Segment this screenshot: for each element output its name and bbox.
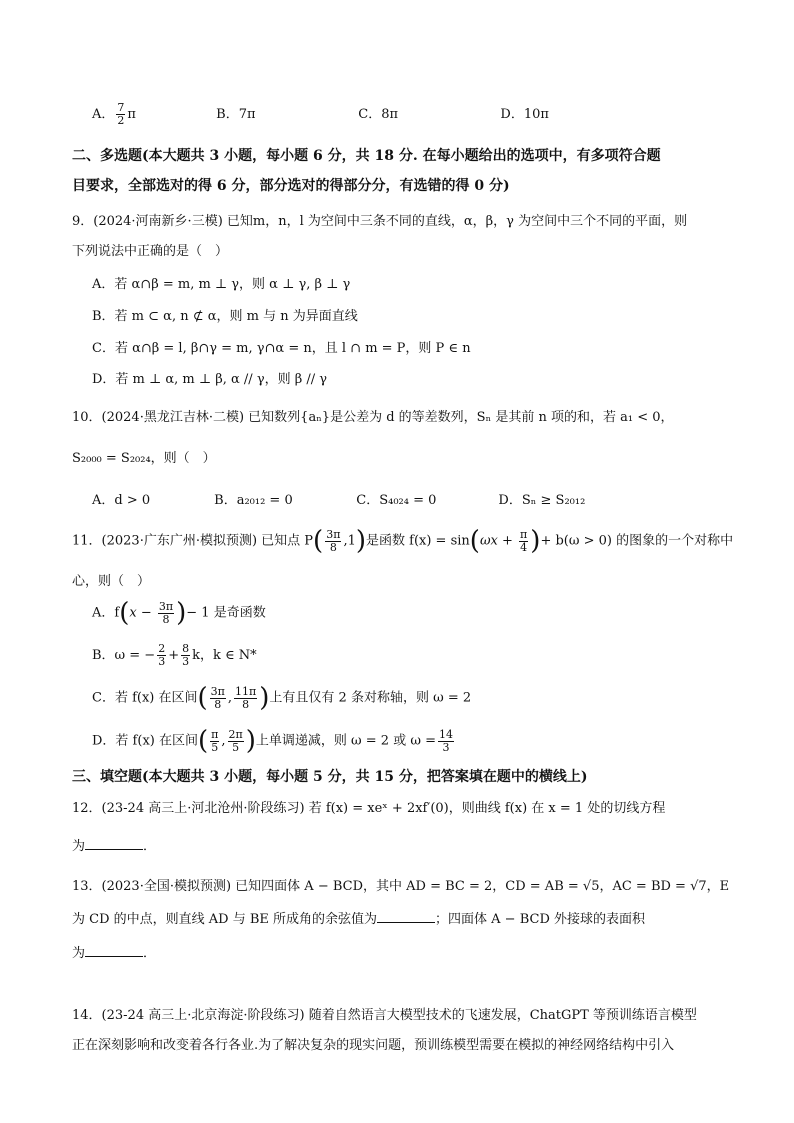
q10-options — [92, 489, 585, 508]
q8-option-a-fraction — [116, 102, 125, 127]
q11-option-c: C．若 f(x) 在区间( $\frac{3\pi}{8}$ , $\frac{11\pi}{8}$ )上有且仅有 2 条对称轴，则 ω = 2 — [92, 683, 472, 713]
q10-stem-line2: S₂₀₀₀ = S₂₀₂₄，则（ ） — [72, 451, 216, 466]
q9-stem-line2: 下列说法中正确的是（ ） — [72, 244, 229, 259]
q12-stem-line2: 为 ． — [72, 839, 157, 854]
q11-stem-pre: 11．(2023·广东广州·模拟预测) 已知点 P — [72, 533, 314, 549]
q11-option-b-pre: B．ω = − — [92, 648, 156, 663]
q14-stem-line2: 正在深刻影响和改变着各行各业.为了解决复杂的现实问题，预训练模型需要在模拟的神经网络结构中引入 — [72, 1038, 675, 1053]
q8-option-d-label: D． — [500, 107, 524, 122]
q9-option-a: A．若 α∩β = m, m ⊥ γ，则 α ⊥ γ, β ⊥ γ — [92, 277, 351, 292]
q13-answer-blank-2[interactable] — [85, 944, 143, 957]
q10-option-d: D．Sₙ ≥ S₂₀₁₂ — [498, 493, 586, 508]
q10-stem-line1: 10．(2024·黑龙江吉林·二模) 已知数列{aₙ}是公差为 d 的等差数列，Sₙ 是其前 n 项的和，若 a₁ < 0， — [72, 410, 674, 425]
q8-option-a — [92, 102, 212, 127]
q8-option-b — [216, 103, 354, 122]
q11-stem-line2: 心，则（ ） — [72, 574, 151, 589]
q8-option-d — [500, 103, 549, 122]
q13-stem-line1: 13．(2023·全国·模拟预测) 已知四面体 A − BCD，其中 AD = BC = 2，CD = AB = √5，AC = BD = √7，E — [72, 879, 730, 894]
q8-option-c-text: 8π — [381, 107, 399, 122]
q11-option-d: D．若 f(x) 在区间( $\frac{\pi}{5}$ , $\frac{2\pi}{5}$ )上单调递减，则 ω = 2 或 ω = $\frac{14}{3}$ — [92, 726, 453, 756]
q13-stem-line2 — [72, 908, 645, 927]
q11-stem-mid: 是函数 f(x) = sin — [366, 533, 470, 549]
q13-line3-text: 为 — [72, 946, 86, 961]
section2-heading-line2: 目要求，全部选对的得 6 分，部分选对的得部分分，有选错的得 0 分) — [72, 178, 510, 194]
q10-option-a: A．d > 0 — [92, 493, 151, 508]
q9-option-c: C．若 α∩β = l, β∩γ = m, γ∩α = n，且 l ∩ m = P，则 P ∈ n — [92, 341, 471, 356]
q8-option-b-label: B． — [216, 107, 239, 122]
q11-option-d-pre: D．若 f(x) 在区间 — [92, 733, 198, 749]
q8-option-c — [358, 103, 496, 122]
q10-option-b: B．a₂₀₁₂ = 0 — [214, 493, 293, 508]
q13-stem-line3: 为 ． — [72, 946, 157, 961]
q9-option-d: D．若 m ⊥ α, m ⊥ β, α // γ，则 β // γ — [92, 372, 328, 387]
q12-stem-line1: 12．(23-24 高三上·河北沧州·阶段练习) 若 f(x) = xeˣ + 2xf′(0)，则曲线 f(x) 在 x = 1 处的切线方程 — [72, 801, 666, 816]
q11-stem-post: + b(ω > 0) 的图象的一个对称中 — [540, 533, 734, 549]
q11-option-a-pre: A．f — [92, 605, 120, 621]
q9-option-b: B．若 m ⊂ α, n ⊄ α，则 m 与 n 为异面直线 — [92, 309, 358, 324]
q11-option-a: A．f(x − $\frac{3\pi}{8}$ )− 1 是奇函数 — [92, 598, 266, 628]
q8-options — [92, 102, 549, 127]
q8-option-c-label: C． — [358, 107, 382, 122]
q11-option-d-post: 上单调递减，则 ω = 2 或 ω = — [255, 733, 436, 749]
q10-option-c: C．S₄₀₂₄ = 0 — [356, 493, 437, 508]
q9-stem-line1: 9．(2024·河南新乡·三模) 已知m，n，l 为空间中三条不同的直线，α，β，γ 为空间中三个不同的平面，则 — [72, 214, 688, 229]
q11-stem-line1: 11．(2023·广东广州·模拟预测) 已知点 P( $\frac{3\pi}{8}$ ,1)是函数 f(x) = sin(ωx + $\frac{\pi}{4}$ )+ b(ω > 0) 的图象的一个对称中 — [72, 526, 734, 556]
q13-line2b: ；四面体 A − BCD 外接球的表面积 — [435, 912, 646, 927]
q11-option-a-post: − 1 是奇函数 — [186, 605, 266, 621]
q11-option-b-post: k，k ∈ N* — [192, 648, 257, 663]
frac-den: 2 — [117, 114, 125, 127]
frac-num: 7 — [117, 101, 125, 114]
q13-answer-blank-1[interactable] — [377, 910, 435, 923]
q11-option-c-pre: C．若 f(x) 在区间 — [92, 690, 198, 706]
q8-option-a-label: A． — [92, 107, 115, 122]
q14-stem-line1: 14．(23-24 高三上·北京海淀·阶段练习) 随着自然语言大模型技术的飞速发展，ChatGPT 等预训练语言模型 — [72, 1008, 697, 1023]
q8-option-b-text: 7π — [238, 107, 256, 122]
q11-option-b: B．ω = − $\frac{2}{3}$ + $\frac{8}{3}$ k，k ∈ N* — [92, 642, 257, 668]
q8-option-a-tail: π — [127, 107, 136, 122]
q12-answer-blank[interactable] — [85, 837, 143, 850]
section2-heading-line1: 二、多选题(本大题共 3 小题，每小题 6 分，共 18 分. 在每小题给出的选项中，有多项符合题 — [72, 148, 661, 164]
q13-line2a: 为 CD 的中点，则直线 AD 与 BE 所成角的余弦值为 — [72, 912, 378, 927]
q12-line2-text: 为 — [72, 839, 86, 854]
q8-option-d-text: 10π — [523, 107, 549, 122]
q11-option-c-post: 上有且仅有 2 条对称轴，则 ω = 2 — [269, 690, 472, 706]
section3-heading: 三、填空题(本大题共 3 小题，每小题 5 分，共 15 分，把答案填在题中的横线上) — [72, 769, 588, 785]
